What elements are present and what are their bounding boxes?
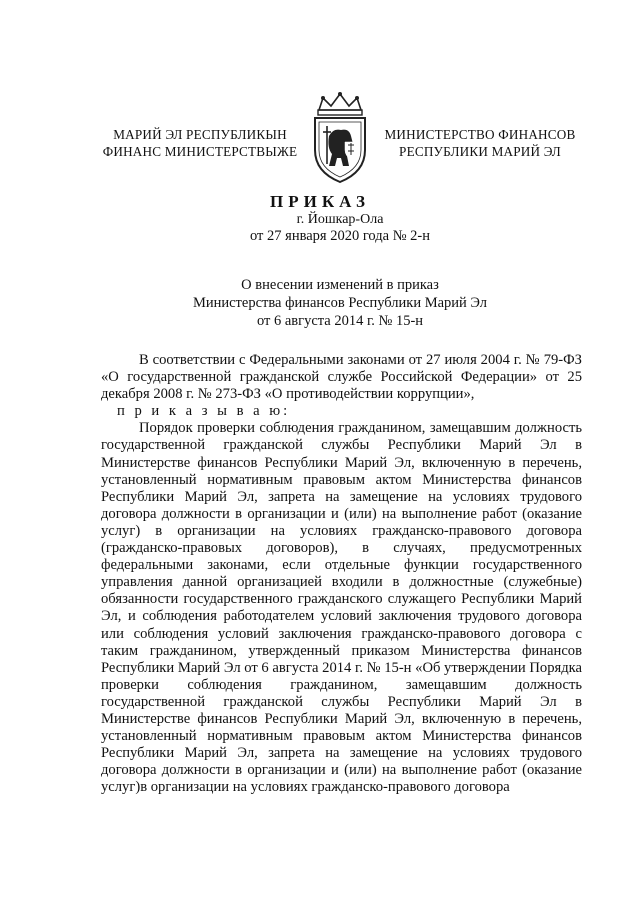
header-right-line1: МИНИСТЕРСТВО ФИНАНСОВ bbox=[384, 127, 576, 142]
header-left-line1: МАРИЙ ЭЛ РЕСПУБЛИКЫН bbox=[113, 127, 287, 142]
document-subject bbox=[0, 276, 640, 330]
subject-line2: Министерства финансов Республики Марий Эл bbox=[192, 295, 488, 311]
coat-of-arms-mari-el-icon bbox=[305, 92, 375, 184]
subject-line3: от 6 августа 2014 г. № 15-н bbox=[256, 313, 424, 329]
body-paragraph-order: Порядок проверки соблюдения гражданином, замещавшим должность государственной гражданской службы Республики Марий Эл в Министерстве финансов Республики Марий Эл, включенную в перечень, установленный нормативным правовым актом Министерства финансов Республики Марий Эл, запрета на замещение на условиях трудового договора должности в организации и (или) на выполнение работ (оказание услуг) в организации на условиях гражданско-правового договора (гражданско-правовых договоров), в случаях, предусмотренных федеральными законами, если отдельные функции государственного управления данной организацией входили в должностные (служебные) обязанности государственного гражданского служащего Республики Марий Эл, и соблюдения работодателем условий заключения трудового договора или соблюдения условий заключения гражданско-правового договора с таким гражданином, утвержденный приказом Министерства финансов Республики Марий Эл от 6 августа 2014 г. № 15-н «Об утверждении Порядка проверки соблюдения гражданином, замещавшим должность государственной гражданской службы Республики Марий Эл в Министерстве финансов Республики Марий Эл, включенную в перечень, установленный нормативным правовым актом Министерства финансов Республики Марий Эл, запрета на замещение на условиях трудового договора должности в организации и (или) на выполнение работ (оказание услуг)в организации на условиях гражданско-правового договора bbox=[101, 420, 582, 796]
document-body bbox=[101, 352, 582, 796]
body-paragraph-preamble: В соответствии с Федеральными законами от 27 июля 2004 г. № 79-ФЗ «О государственной гражданской службе Российской Федерации» от 25 декабря 2008 г. № 273-ФЗ «О противодействии коррупции», bbox=[101, 352, 582, 403]
header-right-block bbox=[380, 126, 580, 160]
header-left-line2: ФИНАНС МИНИСТЕРСТВЫЖЕ bbox=[102, 144, 298, 159]
body-order-word: п р и к а з ы в а ю: bbox=[117, 403, 291, 420]
header-left-block bbox=[100, 126, 300, 160]
subject-line1: О внесении изменений в приказ bbox=[241, 277, 439, 293]
document-title: ПРИКАЗ bbox=[270, 192, 370, 211]
header-right-line2: РЕСПУБЛИКИ МАРИЙ ЭЛ bbox=[399, 144, 561, 159]
document-dateline: от 27 января 2020 года № 2-н bbox=[250, 228, 430, 244]
document-city: г. Йошкар-Ола bbox=[296, 212, 384, 227]
